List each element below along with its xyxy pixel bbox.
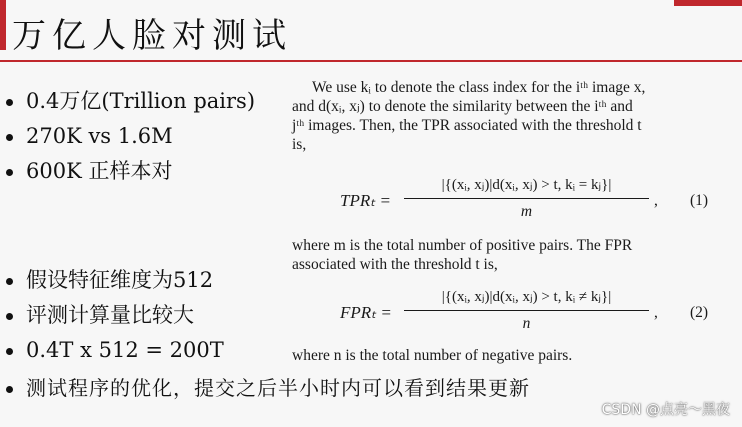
bullet-item bbox=[6, 84, 255, 119]
paper-line: where n is the total number of negative pairs. bbox=[292, 347, 573, 364]
paper-line: jᵗʰ images. Then, the TPR associated with the threshold t bbox=[292, 117, 642, 134]
watermark: CSDN @点亮～黑夜 bbox=[601, 402, 730, 418]
equation-numerator: |{(xᵢ, xⱼ)|d(xᵢ, xⱼ) > t, kᵢ = kⱼ}| bbox=[441, 177, 612, 193]
equation-tpr bbox=[292, 176, 712, 224]
bullet-text: 270K vs 1.6M bbox=[26, 124, 173, 148]
bullet-list-bottom bbox=[6, 371, 530, 406]
bullet-item bbox=[6, 298, 224, 333]
bullet-list-mid bbox=[6, 263, 224, 368]
bullet-item bbox=[6, 371, 530, 406]
equation-comma: , bbox=[654, 304, 658, 321]
equation-numerator: |{(xᵢ, xⱼ)|d(xᵢ, xⱼ) > t, kᵢ ≠ kⱼ}| bbox=[441, 289, 612, 305]
paper-line: is, bbox=[292, 136, 307, 153]
equation-denominator: n bbox=[522, 315, 531, 332]
bullet-text: 0.4T x 512 = 200T bbox=[26, 338, 224, 362]
paper-line: associated with the threshold t is, bbox=[292, 256, 498, 273]
equation-lhs: TPRₜ = bbox=[340, 191, 391, 210]
bullet-dot-icon bbox=[6, 169, 13, 176]
equation-lhs: FPRₜ = bbox=[340, 303, 392, 322]
paper-paragraph-2 bbox=[292, 236, 632, 274]
bullet-dot-icon bbox=[6, 386, 13, 393]
bullet-text: 测试程序的优化，提交之后半小时内可以看到结果更新 bbox=[26, 376, 530, 400]
equation-fraction bbox=[404, 288, 649, 333]
bullet-item bbox=[6, 333, 224, 368]
bullet-dot-icon bbox=[6, 278, 13, 285]
paper-paragraph-3 bbox=[292, 346, 572, 365]
bullet-list-top bbox=[6, 84, 255, 189]
paper-line: and d(xᵢ, xⱼ) to denote the similarity between the iᵗʰ and bbox=[292, 98, 633, 115]
slide-title: 万亿人脸对测试 bbox=[12, 16, 292, 56]
accent-bar bbox=[0, 0, 6, 50]
equation-fraction bbox=[404, 176, 649, 221]
bullet-text: 600K 正样本对 bbox=[26, 159, 173, 183]
bullet-dot-icon bbox=[6, 99, 13, 106]
equation-denominator: m bbox=[520, 203, 533, 220]
bullet-item bbox=[6, 119, 255, 154]
equation-fpr bbox=[292, 288, 712, 336]
bullet-text: 假设特征维度为512 bbox=[26, 268, 214, 292]
bullet-dot-icon bbox=[6, 134, 13, 141]
paper-line: We use kᵢ to denote the class index for the iᵗʰ image x, bbox=[312, 79, 646, 96]
title-divider bbox=[0, 60, 742, 62]
equation-comma: , bbox=[654, 192, 658, 209]
bullet-text: 0.4万亿(Trillion pairs) bbox=[26, 89, 256, 113]
bullet-text: 评测计算量比较大 bbox=[26, 303, 194, 327]
bullet-dot-icon bbox=[6, 348, 13, 355]
corner-accent bbox=[674, 0, 742, 6]
bullet-dot-icon bbox=[6, 313, 13, 320]
equation-number: (2) bbox=[690, 304, 709, 321]
bullet-item bbox=[6, 154, 255, 189]
paper-paragraph-1 bbox=[292, 78, 645, 154]
bullet-item bbox=[6, 263, 224, 298]
paper-line: where m is the total number of positive pairs. The FPR bbox=[292, 237, 633, 254]
equation-number: (1) bbox=[690, 192, 709, 209]
